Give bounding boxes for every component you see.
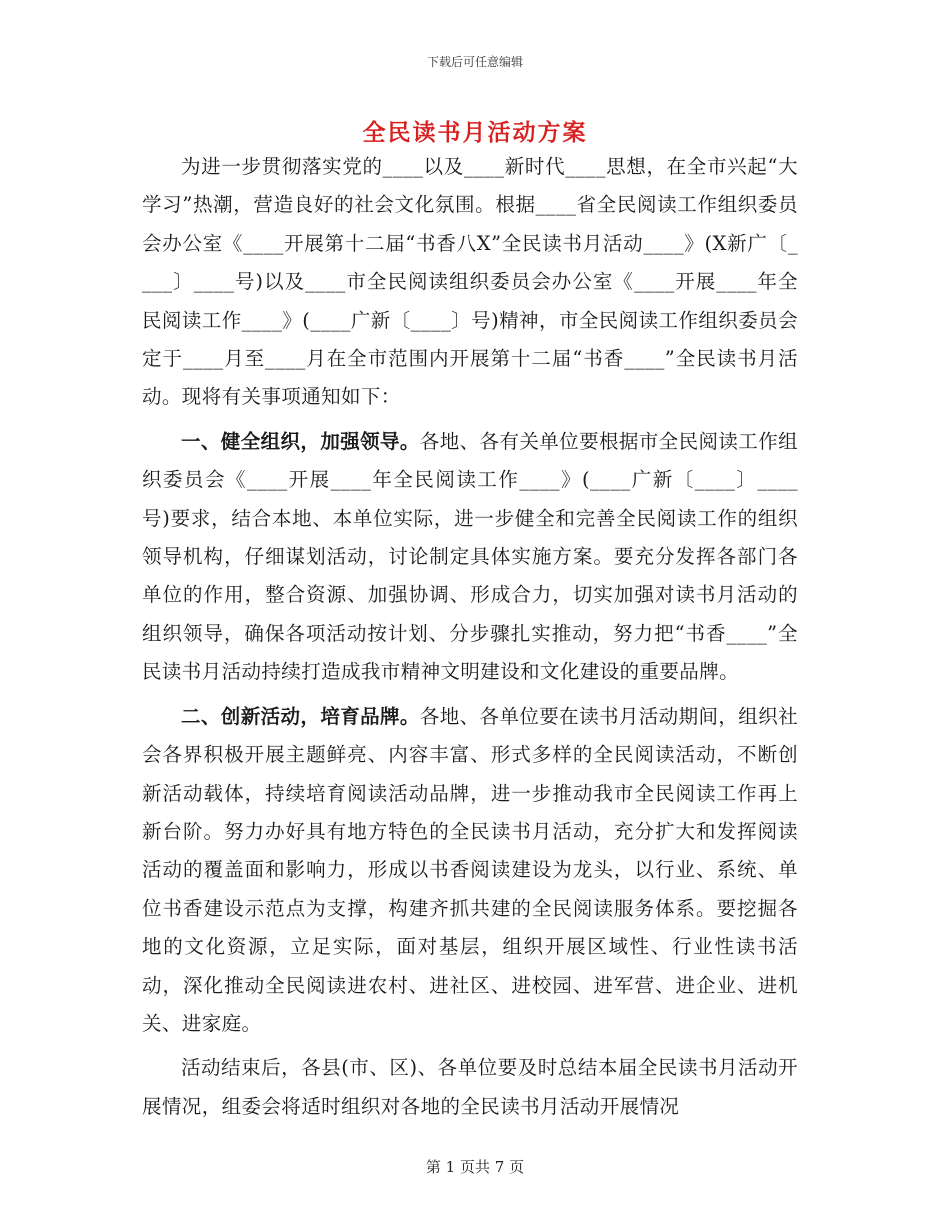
paragraph-section-two [142,698,798,1044]
paragraph-text: 为进一步贯彻落实党的____以及____新时代____思想，在全市兴起“大学习”热潮，营造良好的社会文化氛围。根据____省全民阅读工作组织委员会办公室《____开展第十二届“书香八X”全民读书月活动____》(X新广〔____〕____号)以及____市全民阅读组织委员会办公室《____开展____年全民阅读工作____》(____广新〔____〕号)精神，市全民阅读工作组织委员会定于____月至____月在全市范围内开展第十二届“书香____”全民读书月活动。现将有关事项通知如下： [142,155,798,409]
document-body [142,148,798,1126]
paragraph-section-one [142,423,798,692]
paragraph-conclusion [142,1049,798,1126]
paragraph-text: 活动结束后，各县(市、区)、各单位要及时总结本届全民读书月活动开展情况，组委会将适时组织对各地的全民读书月活动开展情况 [142,1056,798,1118]
header-note: 下载后可任意编辑 [426,55,523,69]
page-number: 第 1 页共 7 页 [425,1158,525,1176]
document-title: 全民读书月活动方案 [362,119,588,146]
section-heading: 一、健全组织，加强领导。 [181,429,420,453]
paragraph-intro [142,148,798,417]
paragraph-text: 各地、各单位要在读书月活动期间，组织社会各界积极开展主题鲜亮、内容丰富、形式多样的全民阅读活动，不断创新活动载体，持续培育阅读活动品牌，进一步推动我市全民阅读工作再上新台阶。努力办好具有地方特色的全民读书月活动，充分扩大和发挥阅读活动的覆盖面和影响力，形成以书香阅读建设为龙头，以行业、系统、单位书香建设示范点为支撑，构建齐抓共建的全民阅读服务体系。要挖掘各地的文化资源，立足实际，面对基层，组织开展区域性、行业性读书活动，深化推动全民阅读进农村、进社区、进校园、进军营、进企业、进机关、进家庭。 [142,704,798,1035]
paragraph-text: 各地、各有关单位要根据市全民阅读工作组织委员会《____开展____年全民阅读工作____》(____广新〔____〕____号)要求，结合本地、本单位实际，进一步健全和完善全民阅读工作的组织领导机构，仔细谋划活动，讨论制定具体实施方案。要充分发挥各部门各单位的作用，整合资源、加强协调、形成合力，切实加强对读书月活动的组织领导，确保各项活动按计划、分步骤扎实推动，努力把“书香____”全民读书月活动持续打造成我市精神文明建设和文化建设的重要品牌。 [142,429,798,684]
section-heading: 二、创新活动，培育品牌。 [181,704,420,728]
